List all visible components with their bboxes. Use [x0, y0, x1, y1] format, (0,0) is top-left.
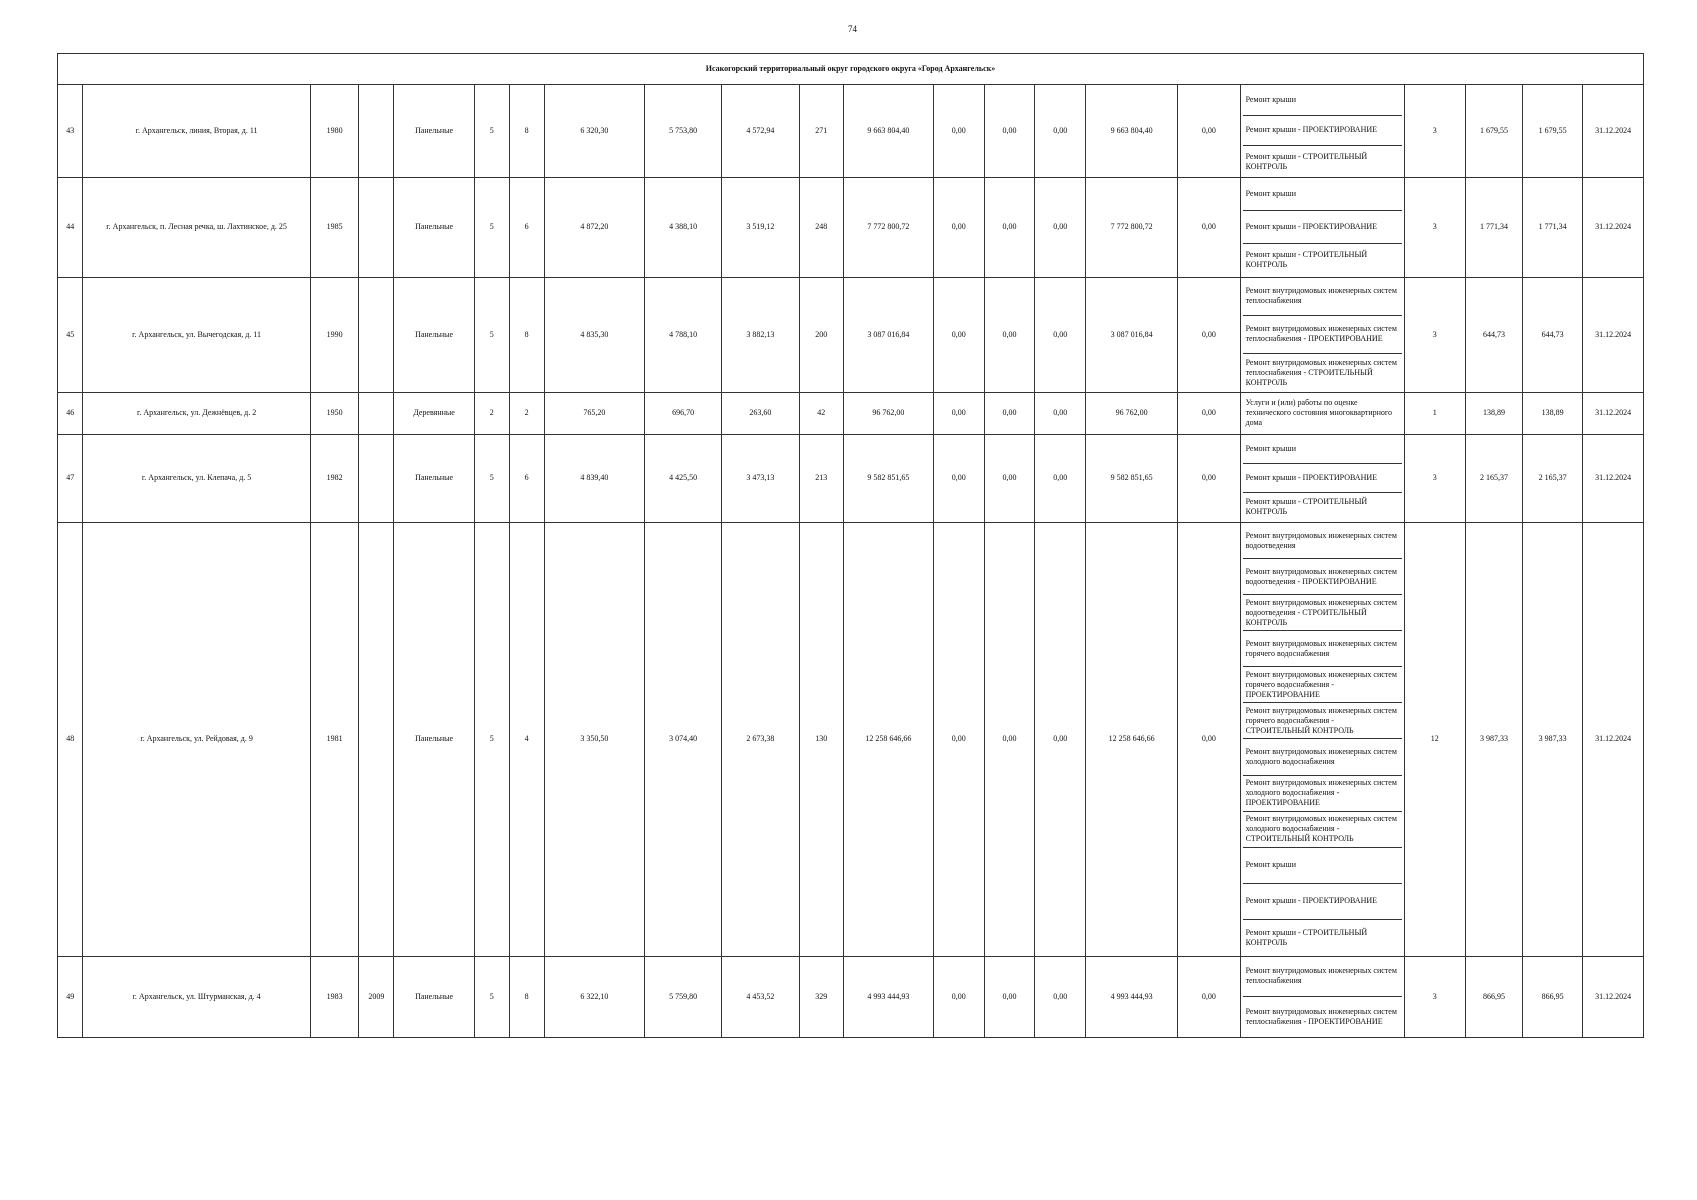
- cell-area-premises: 4 788,10: [645, 277, 722, 392]
- district-title: Исакогорский территориальный округ городского округа «Город Архангельск»: [58, 54, 1644, 85]
- cell-n: 49: [58, 956, 83, 1037]
- cell-address: г. Архангельск, ул. Штурманская, д. 4: [83, 956, 310, 1037]
- cell-fund-mun: 0,00: [1035, 434, 1086, 522]
- cell-fund-owners: 12 258 646,66: [1086, 522, 1178, 956]
- cell-address: г. Архангельск, ул. Вычегодская, д. 11: [83, 277, 310, 392]
- cell-residents: 248: [799, 177, 843, 277]
- cell-cost-total: 7 772 800,72: [843, 177, 933, 277]
- cell-wall-material: Панельные: [394, 177, 474, 277]
- work-item: Ремонт внутридомовых инженерных систем теплоснабжения: [1243, 278, 1402, 316]
- cell-area-total: 3 350,50: [544, 522, 644, 956]
- cell-entrances: 8: [509, 956, 544, 1037]
- cell-residents: 213: [799, 434, 843, 522]
- table-row: [58, 956, 1644, 1037]
- work-item: Ремонт крыши - СТРОИТЕЛЬНЫЙ КОНТРОЛЬ: [1245, 250, 1368, 270]
- cell-year-overhaul: [359, 392, 394, 434]
- cell-fund-other: 0,00: [1178, 277, 1240, 392]
- cell-floors: 5: [474, 956, 509, 1037]
- work-item: Ремонт внутридомовых инженерных систем холодного водоснабжения - ПРОЕКТИРОВАНИЕ: [1243, 776, 1402, 812]
- work-item: Ремонт внутридомовых инженерных систем холодного водоснабжения: [1243, 739, 1402, 775]
- cell-fund-reg: 0,00: [984, 392, 1035, 434]
- cell-cost-total: 9 663 804,40: [843, 85, 933, 178]
- table-row: [58, 392, 1644, 434]
- cell-n: 43: [58, 85, 83, 178]
- cell-wall-material: Панельные: [394, 956, 474, 1037]
- work-item: Ремонт внутридомовых инженерных систем теплоснабжения - ПРОЕКТИРОВАНИЕ: [1245, 1006, 1397, 1026]
- capital-repair-table: [57, 53, 1644, 1038]
- work-item: Ремонт крыши - ПРОЕКТИРОВАНИЕ: [1243, 464, 1402, 493]
- cell-wall-material: Панельные: [394, 434, 474, 522]
- work-item: Ремонт крыши - ПРОЕКТИРОВАНИЕ: [1243, 211, 1402, 244]
- cell-limit-cost: 138,89: [1523, 392, 1583, 434]
- cell-residents: 271: [799, 85, 843, 178]
- work-item: Ремонт внутридомовых инженерных систем горячего водоснабжения - ПРОЕКТИРОВАНИЕ: [1243, 667, 1402, 703]
- table-row: [58, 177, 1644, 277]
- work-item: Ремонт крыши - СТРОИТЕЛЬНЫЙ КОНТРОЛЬ: [1245, 497, 1368, 517]
- cell-year-overhaul: [359, 434, 394, 522]
- cell-limit-cost: 3 987,33: [1523, 522, 1583, 956]
- cell-works: [1240, 522, 1404, 956]
- cell-floors: 5: [474, 434, 509, 522]
- cell-area-residential: 3 473,13: [722, 434, 799, 522]
- cell-address: г. Архангельск, ул. Дежнёвцев, д. 2: [83, 392, 310, 434]
- cell-fund-reg: 0,00: [984, 85, 1035, 178]
- cell-floors: 5: [474, 177, 509, 277]
- cell-fund-owners: 9 663 804,40: [1086, 85, 1178, 178]
- work-item: Ремонт крыши: [1243, 435, 1402, 464]
- cell-unit-cost: 866,95: [1465, 956, 1522, 1037]
- cell-year-built: 1982: [310, 434, 359, 522]
- cell-year-built: 1983: [310, 956, 359, 1037]
- cell-count: 1: [1404, 392, 1465, 434]
- cell-fund-other: 0,00: [1178, 392, 1240, 434]
- work-item: Ремонт внутридомовых инженерных систем теплоснабжения - СТРОИТЕЛЬНЫЙ КОНТРОЛЬ: [1245, 357, 1397, 387]
- cell-fund-fed: 0,00: [933, 392, 984, 434]
- cell-fund-owners: 4 993 444,93: [1086, 956, 1178, 1037]
- cell-fund-other: 0,00: [1178, 434, 1240, 522]
- cell-floors: 5: [474, 522, 509, 956]
- work-item: Ремонт крыши - СТРОИТЕЛЬНЫЙ КОНТРОЛЬ: [1245, 927, 1368, 947]
- cell-n: 47: [58, 434, 83, 522]
- cell-unit-cost: 138,89: [1465, 392, 1522, 434]
- cell-year-overhaul: 2009: [359, 956, 394, 1037]
- cell-fund-other: 0,00: [1178, 956, 1240, 1037]
- work-item: Ремонт крыши - СТРОИТЕЛЬНЫЙ КОНТРОЛЬ: [1245, 151, 1368, 171]
- cell-area-residential: 3 882,13: [722, 277, 799, 392]
- cell-area-total: 4 839,40: [544, 434, 644, 522]
- cell-area-residential: 3 519,12: [722, 177, 799, 277]
- cell-cost-total: 12 258 646,66: [843, 522, 933, 956]
- cell-residents: 42: [799, 392, 843, 434]
- cell-count: 3: [1404, 956, 1465, 1037]
- cell-fund-owners: 9 582 851,65: [1086, 434, 1178, 522]
- cell-fund-fed: 0,00: [933, 956, 984, 1037]
- cell-unit-cost: 2 165,37: [1465, 434, 1522, 522]
- cell-area-premises: 3 074,40: [645, 522, 722, 956]
- cell-residents: 329: [799, 956, 843, 1037]
- cell-limit-cost: 1 679,55: [1523, 85, 1583, 178]
- cell-limit-cost: 866,95: [1523, 956, 1583, 1037]
- cell-count: 3: [1404, 277, 1465, 392]
- cell-count: 3: [1404, 177, 1465, 277]
- cell-address: г. Архангельск, ул. Рейдовая, д. 9: [83, 522, 310, 956]
- cell-n: 45: [58, 277, 83, 392]
- cell-year-built: 1990: [310, 277, 359, 392]
- cell-works: [1240, 956, 1404, 1037]
- work-item: Ремонт внутридомовых инженерных систем теплоснабжения: [1243, 957, 1402, 997]
- cell-area-total: 4 872,20: [544, 177, 644, 277]
- work-item: Ремонт внутридомовых инженерных систем холодного водоснабжения - СТРОИТЕЛЬНЫЙ КОНТРОЛЬ: [1243, 812, 1402, 848]
- cell-entrances: 4: [509, 522, 544, 956]
- cell-fund-mun: 0,00: [1035, 177, 1086, 277]
- work-item: Ремонт крыши - ПРОЕКТИРОВАНИЕ: [1243, 884, 1402, 920]
- work-item: Ремонт крыши: [1243, 85, 1402, 116]
- cell-fund-reg: 0,00: [984, 177, 1035, 277]
- page-number: 74: [848, 24, 857, 34]
- cell-fund-owners: 7 772 800,72: [1086, 177, 1178, 277]
- cell-limit-cost: 644,73: [1523, 277, 1583, 392]
- cell-count: 3: [1404, 85, 1465, 178]
- cell-entrances: 6: [509, 434, 544, 522]
- cell-area-residential: 2 673,38: [722, 522, 799, 956]
- work-item: Ремонт внутридомовых инженерных систем горячего водоснабжения: [1243, 631, 1402, 667]
- cell-unit-cost: 3 987,33: [1465, 522, 1522, 956]
- cell-fund-reg: 0,00: [984, 522, 1035, 956]
- table-row: [58, 277, 1644, 392]
- cell-year-built: 1980: [310, 85, 359, 178]
- cell-limit-cost: 2 165,37: [1523, 434, 1583, 522]
- cell-year-built: 1981: [310, 522, 359, 956]
- work-item: Ремонт крыши: [1243, 848, 1402, 884]
- work-item: Ремонт внутридомовых инженерных систем теплоснабжения - ПРОЕКТИРОВАНИЕ: [1243, 316, 1402, 354]
- cell-residents: 130: [799, 522, 843, 956]
- cell-fund-owners: 96 762,00: [1086, 392, 1178, 434]
- cell-deadline: 31.12.2024: [1583, 85, 1644, 178]
- cell-cost-total: 3 087 016,84: [843, 277, 933, 392]
- cell-deadline: 31.12.2024: [1583, 392, 1644, 434]
- cell-deadline: 31.12.2024: [1583, 434, 1644, 522]
- cell-area-premises: 5 759,80: [645, 956, 722, 1037]
- work-item: Ремонт крыши: [1243, 178, 1402, 211]
- cell-wall-material: Деревянные: [394, 392, 474, 434]
- cell-wall-material: Панельные: [394, 522, 474, 956]
- cell-deadline: 31.12.2024: [1583, 522, 1644, 956]
- cell-area-premises: 5 753,80: [645, 85, 722, 178]
- cell-cost-total: 9 582 851,65: [843, 434, 933, 522]
- cell-area-total: 4 835,30: [544, 277, 644, 392]
- cell-fund-other: 0,00: [1178, 522, 1240, 956]
- cell-wall-material: Панельные: [394, 277, 474, 392]
- cell-fund-fed: 0,00: [933, 522, 984, 956]
- cell-works: [1240, 277, 1404, 392]
- cell-n: 46: [58, 392, 83, 434]
- cell-works: [1240, 177, 1404, 277]
- cell-fund-mun: 0,00: [1035, 277, 1086, 392]
- cell-area-residential: 4 453,52: [722, 956, 799, 1037]
- cell-area-residential: 263,60: [722, 392, 799, 434]
- work-item: Услуги и (или) работы по оценке технического состояния многоквартирного дома: [1245, 398, 1392, 428]
- cell-area-premises: 696,70: [645, 392, 722, 434]
- cell-area-premises: 4 425,50: [645, 434, 722, 522]
- cell-fund-mun: 0,00: [1035, 956, 1086, 1037]
- cell-fund-other: 0,00: [1178, 177, 1240, 277]
- cell-area-premises: 4 388,10: [645, 177, 722, 277]
- cell-year-overhaul: [359, 85, 394, 178]
- cell-entrances: 2: [509, 392, 544, 434]
- cell-n: 44: [58, 177, 83, 277]
- cell-floors: 2: [474, 392, 509, 434]
- table-row: [58, 85, 1644, 178]
- cell-cost-total: 4 993 444,93: [843, 956, 933, 1037]
- table-row: [58, 434, 1644, 522]
- cell-fund-owners: 3 087 016,84: [1086, 277, 1178, 392]
- cell-deadline: 31.12.2024: [1583, 277, 1644, 392]
- cell-year-overhaul: [359, 522, 394, 956]
- cell-wall-material: Панельные: [394, 85, 474, 178]
- cell-fund-fed: 0,00: [933, 85, 984, 178]
- cell-area-total: 765,20: [544, 392, 644, 434]
- cell-year-overhaul: [359, 277, 394, 392]
- cell-fund-other: 0,00: [1178, 85, 1240, 178]
- cell-residents: 200: [799, 277, 843, 392]
- cell-fund-fed: 0,00: [933, 177, 984, 277]
- work-item: Ремонт внутридомовых инженерных систем водоотведения: [1243, 523, 1402, 559]
- cell-address: г. Архангельск, п. Лесная речка, ш. Лахтинское, д. 25: [83, 177, 310, 277]
- cell-year-built: 1985: [310, 177, 359, 277]
- cell-area-total: 6 320,30: [544, 85, 644, 178]
- work-item: Ремонт внутридомовых инженерных систем водоотведения - СТРОИТЕЛЬНЫЙ КОНТРОЛЬ: [1243, 595, 1402, 631]
- cell-limit-cost: 1 771,34: [1523, 177, 1583, 277]
- cell-floors: 5: [474, 277, 509, 392]
- cell-unit-cost: 644,73: [1465, 277, 1522, 392]
- cell-area-residential: 4 572,94: [722, 85, 799, 178]
- cell-fund-fed: 0,00: [933, 277, 984, 392]
- cell-unit-cost: 1 771,34: [1465, 177, 1522, 277]
- cell-count: 3: [1404, 434, 1465, 522]
- work-item: Ремонт крыши - ПРОЕКТИРОВАНИЕ: [1243, 116, 1402, 147]
- cell-area-total: 6 322,10: [544, 956, 644, 1037]
- cell-fund-fed: 0,00: [933, 434, 984, 522]
- cell-cost-total: 96 762,00: [843, 392, 933, 434]
- cell-fund-reg: 0,00: [984, 956, 1035, 1037]
- cell-works: [1240, 392, 1404, 434]
- cell-address: г. Архангельск, линия, Вторая, д. 11: [83, 85, 310, 178]
- cell-count: 12: [1404, 522, 1465, 956]
- cell-deadline: 31.12.2024: [1583, 956, 1644, 1037]
- cell-fund-reg: 0,00: [984, 434, 1035, 522]
- cell-fund-mun: 0,00: [1035, 392, 1086, 434]
- cell-works: [1240, 434, 1404, 522]
- cell-n: 48: [58, 522, 83, 956]
- cell-fund-reg: 0,00: [984, 277, 1035, 392]
- cell-fund-mun: 0,00: [1035, 85, 1086, 178]
- work-item: Ремонт внутридомовых инженерных систем горячего водоснабжения - СТРОИТЕЛЬНЫЙ КОНТРОЛЬ: [1243, 703, 1402, 739]
- cell-entrances: 8: [509, 277, 544, 392]
- table-row: [58, 522, 1644, 956]
- cell-fund-mun: 0,00: [1035, 522, 1086, 956]
- cell-year-overhaul: [359, 177, 394, 277]
- cell-deadline: 31.12.2024: [1583, 177, 1644, 277]
- cell-floors: 5: [474, 85, 509, 178]
- work-item: Ремонт внутридомовых инженерных систем водоотведения - ПРОЕКТИРОВАНИЕ: [1243, 559, 1402, 595]
- cell-year-built: 1950: [310, 392, 359, 434]
- cell-address: г. Архангельск, ул. Клепача, д. 5: [83, 434, 310, 522]
- cell-entrances: 8: [509, 85, 544, 178]
- cell-entrances: 6: [509, 177, 544, 277]
- cell-works: [1240, 85, 1404, 178]
- cell-unit-cost: 1 679,55: [1465, 85, 1522, 178]
